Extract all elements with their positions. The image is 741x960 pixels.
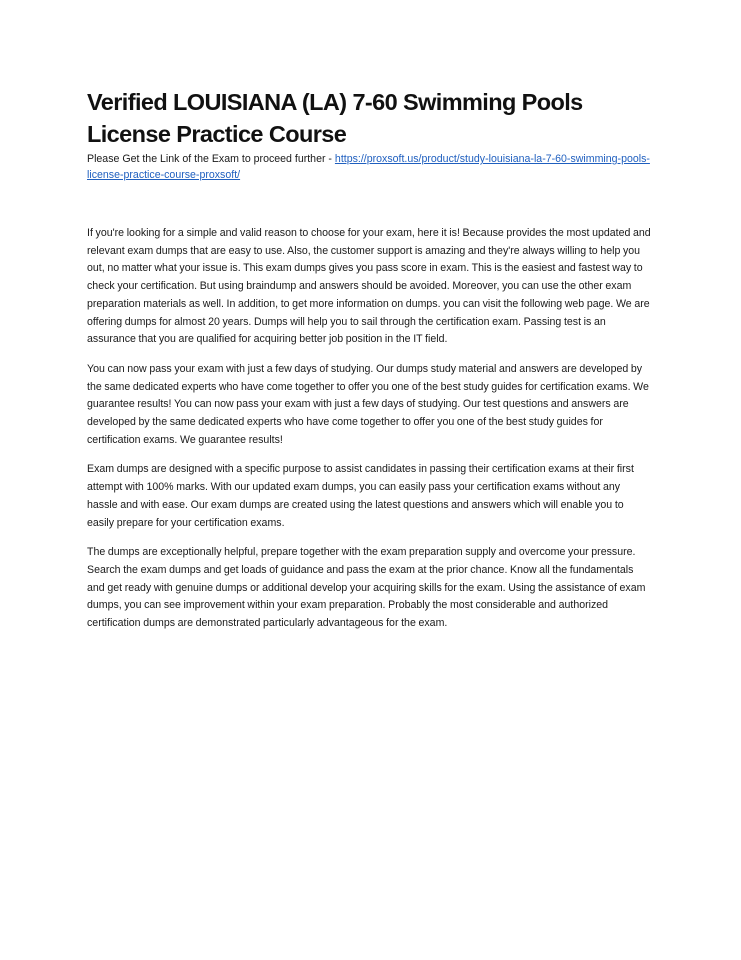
document-page: [87, 86, 653, 645]
paragraph-2: You can now pass your exam with just a few days of studying. Our dumps study material and answers are developed by the same dedicated experts who have come together to offer you one of the best study guides for certification exams. We guarantee results! You can now pass your exam with just a few days of studying. Our test questions and answers are developed by the same dedicated experts who have come together to offer you one of the best study guides for certification exams. We guarantee results!: [87, 362, 649, 446]
spacer: [87, 183, 653, 225]
intro-text: Please Get the Link of the Exam to proceed further -: [87, 153, 335, 165]
page-title: Verified LOUISIANA (LA) 7-60 Swimming Pools License Practice Course: [87, 89, 583, 147]
exam-link[interactable]: https://proxsoft.us/product/study-louisiana-la-7-60-swimming-pools-license-practice-course-proxsoft/: [87, 153, 650, 181]
paragraph-4: The dumps are exceptionally helpful, prepare together with the exam preparation supply and overcome your pressure. Search the exam dumps and get loads of guidance and pass the exam at the prior chance. Know all the fundamentals and get ready with genuine dumps or additional develop your acquiring skills for the exam. Using the assistance of exam dumps, you can see improvement within your exam preparation. Probably the most considerable and authorized certification dumps are demonstrated particularly advantageous for the exam.: [87, 546, 646, 630]
intro-line: [87, 151, 653, 183]
paragraph-3: Exam dumps are designed with a specific purpose to assist candidates in passing their certification exams at their first attempt with 100% marks. With our updated exam dumps, you can easily pass your certification exams without any hassle and with ease. Our exam dumps are created using the latest questions and answers which will enable you to easily prepare for your certification exams.: [87, 463, 634, 529]
paragraph-1: If you're looking for a simple and valid reason to choose for your exam, here it is! Because provides the most updated and relevant exam dumps that are easy to use. Also, the customer support is amazing and they're always willing to help you out, no matter what your issue is. This exam dumps gives you pass score in exam. This is the easiest and fastest way to check your certification. But using braindump and answers should be avoided. Moreover, you can use the other exam preparation materials as well. In addition, to get more information on dumps. you can visit the following web page. We are offering dumps for almost 20 years. Dumps will help you to sail through the certification exam. Passing test is an assurance that you are qualified for acquiring better job position in the IT field.: [87, 227, 651, 346]
